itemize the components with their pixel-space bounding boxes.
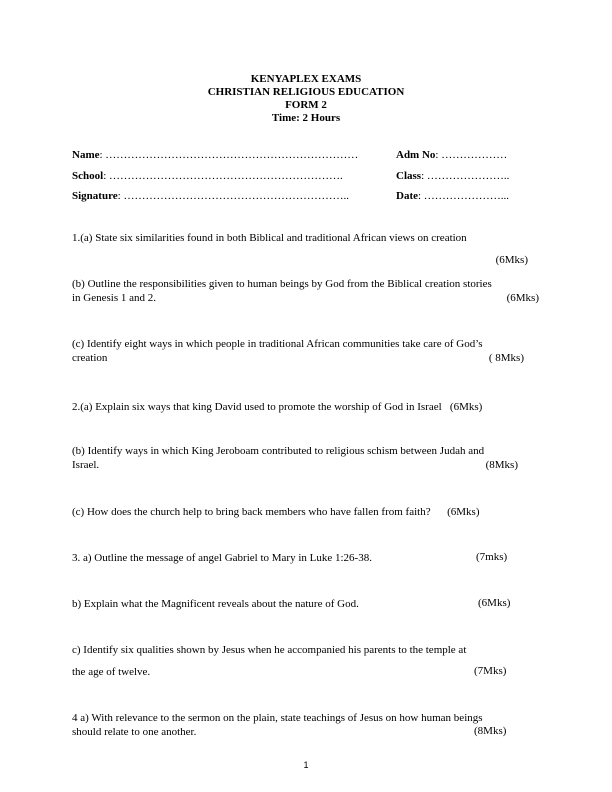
question-1c-marks: ( 8Mks) — [488, 352, 524, 364]
class-label: Class — [396, 170, 422, 182]
question-4a-marks: (8Mks) — [474, 725, 507, 737]
school-field — [72, 170, 343, 183]
question-2c-text — [72, 505, 552, 519]
question-3b — [72, 597, 540, 611]
question-1a-marks: (6Mks) — [495, 254, 528, 266]
adm-label: Adm No — [396, 149, 436, 161]
date-label: Date — [396, 190, 418, 202]
question-1b — [72, 277, 540, 305]
exam-header — [0, 73, 612, 125]
question-1b-line2: in Genesis 1 and 2. — [72, 292, 157, 304]
school-label: School — [72, 170, 104, 182]
date-field — [396, 190, 509, 203]
signature-dots: : …………………………………………………….. — [117, 190, 349, 202]
question-3a — [72, 551, 540, 565]
page-number: 1 — [303, 760, 309, 770]
question-2a-marks: (6Mks) — [449, 401, 483, 413]
question-4a-line1: 4 a) With relevance to the sermon on the plain, state teachings of Jesus on how human beings — [72, 712, 483, 724]
question-1c-line1: (c) Identify eight ways in which people in traditional African communities take care of God’s — [72, 338, 483, 350]
question-2b-line1: (b) Identify ways in which King Jeroboam contributed to religious schism between Judah and — [72, 445, 485, 457]
question-1b-marks: (6Mks) — [506, 292, 539, 304]
question-4a-line2: should relate to one another. — [72, 726, 197, 738]
signature-field — [72, 190, 349, 203]
question-3a-marks: (7mks) — [476, 551, 508, 563]
question-3b-text: b) Explain what the Magnificent reveals about the nature of God. — [72, 598, 359, 610]
question-1a — [72, 231, 540, 245]
name-dots: : …………………………………………………………… — [99, 149, 359, 161]
class-dots: : ………………….. — [421, 170, 510, 182]
question-2c-marks: (6Mks) — [447, 506, 480, 518]
question-3c-marks: (7Mks) — [474, 665, 507, 677]
adm-field — [396, 149, 507, 162]
class-field — [396, 170, 509, 183]
name-field — [72, 149, 358, 162]
question-1c-line2: creation — [72, 352, 108, 364]
question-3b-marks: (6Mks) — [478, 597, 511, 609]
question-2a-prompt: 2.(a) Explain six ways that king David used to promote the worship of God in Israel — [72, 401, 442, 413]
question-1b-line1: (b) Outline the responsibilities given to human beings by God from the Biblical creation stories — [72, 278, 492, 290]
signature-label: Signature — [72, 190, 118, 202]
question-3c — [72, 643, 540, 657]
question-2b-line2: Israel. — [72, 459, 100, 471]
question-2c-prompt: (c) How does the church help to bring back members who have fallen from faith? — [72, 506, 431, 518]
name-label: Name — [72, 149, 100, 161]
question-2a — [72, 400, 552, 414]
question-2c — [72, 505, 552, 519]
subject-title: CHRISTIAN RELIGIOUS EDUCATION — [207, 86, 405, 98]
school-dots: : ………………………………………………………. — [103, 170, 343, 182]
question-4a — [72, 711, 540, 739]
question-2a-text — [72, 400, 552, 414]
question-1a-text: 1.(a) State six similarities found in both Biblical and traditional African views on creation — [72, 232, 467, 244]
question-2b — [72, 444, 540, 472]
time-allowed: Time: 2 Hours — [271, 112, 341, 124]
question-3c-line1: c) Identify six qualities shown by Jesus when he accompanied his parents to the temple at — [72, 644, 467, 656]
date-dots: : …………………... — [418, 190, 510, 202]
question-3a-text: 3. a) Outline the message of angel Gabriel to Mary in Luke 1:26-38. — [72, 552, 372, 564]
adm-dots: : ……………… — [435, 149, 508, 161]
question-1c — [72, 337, 540, 365]
question-3c-line2: the age of twelve. — [72, 666, 151, 678]
org-title: KENYAPLEX EXAMS — [250, 73, 362, 85]
question-3c-cont — [72, 665, 540, 679]
form-title: FORM 2 — [285, 99, 327, 111]
question-2b-marks: (8Mks) — [485, 459, 518, 471]
